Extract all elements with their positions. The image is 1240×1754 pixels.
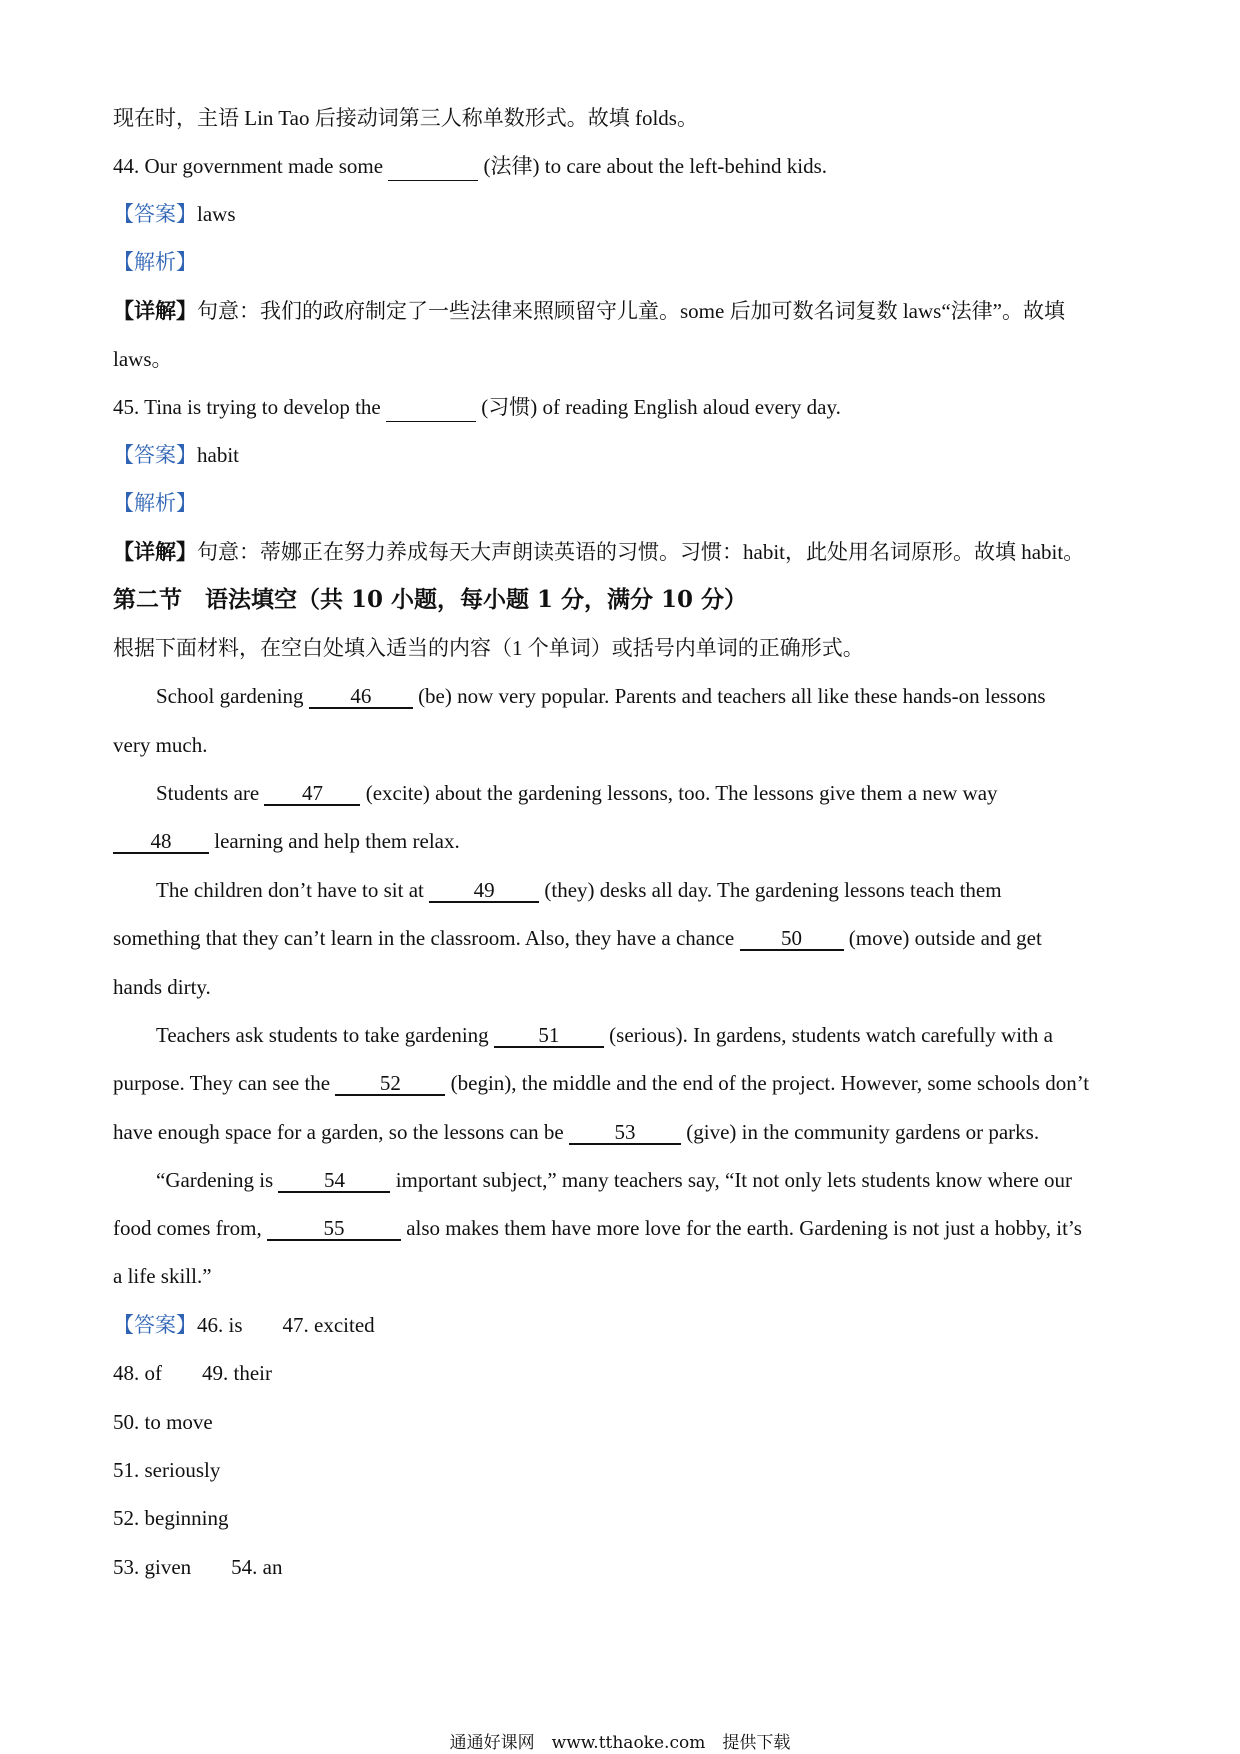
passage-line — [156, 876, 1002, 904]
passage-line — [156, 1021, 1053, 1049]
blank-53: 53 — [569, 1121, 681, 1145]
explanation-tag: 【详解】 — [113, 540, 197, 564]
blank-48: 48 — [113, 830, 209, 854]
passage-line: a life skill.” — [113, 1264, 212, 1288]
analysis-tag: 【解析】 — [113, 491, 197, 515]
explanation-tag: 【详解】 — [113, 299, 197, 323]
passage-text: (serious). In gardens, students watch carefully with a — [603, 1023, 1053, 1047]
passage-text: “Gardening is — [156, 1168, 279, 1192]
passage-text: also makes them have more love for the earth. Gardening is not just a hobby, it’s — [400, 1216, 1082, 1240]
blank-49: 49 — [429, 879, 539, 903]
text-line: laws。 — [113, 347, 173, 371]
passage-line — [156, 1166, 1072, 1194]
answer-53: 53. given — [113, 1555, 192, 1579]
answers-line — [113, 1359, 272, 1387]
answer-50: 50. to move — [113, 1410, 213, 1434]
passage-text: (move) outside and get — [843, 926, 1042, 950]
answer-tag: 【答案】 — [113, 443, 197, 467]
blank-55: 55 — [267, 1217, 401, 1241]
answer-54: 54. an — [231, 1555, 283, 1579]
answer-44 — [113, 200, 236, 228]
answer-51: 51. seriously — [113, 1458, 221, 1482]
passage-text: learning and help them relax. — [209, 829, 460, 853]
blank-47: 47 — [264, 782, 360, 806]
explanation-text: 句意：我们的政府制定了一些法律来照顾留守儿童。some 后加可数名词复数 laws“法律”。故填 — [197, 299, 1065, 323]
text-line: 现在时，主语 Lin Tao 后接动词第三人称单数形式。故填 folds。 — [113, 106, 698, 130]
analysis-tag: 【解析】 — [113, 250, 197, 274]
passage-line — [156, 682, 1046, 710]
passage-text: important subject,” many teachers say, “It not only lets students know where our — [390, 1168, 1073, 1192]
passage-text: (excite) about the gardening lessons, too. The lessons give them a new way — [360, 781, 998, 805]
passage-text: Students are — [156, 781, 265, 805]
passage-line — [113, 1069, 1089, 1097]
answer-48: 48. of — [113, 1361, 162, 1385]
passage-text: something that they can’t learn in the classroom. Also, they have a chance — [113, 926, 740, 950]
answer-49: 49. their — [202, 1361, 272, 1385]
answer-tag: 【答案】 — [113, 1313, 197, 1337]
answer-blank — [388, 152, 478, 181]
passage-text: (begin), the middle and the end of the project. However, some schools don’t — [445, 1071, 1090, 1095]
answer-value: habit — [197, 443, 239, 467]
passage-line — [156, 779, 998, 807]
explanation-45 — [113, 538, 1084, 566]
passage-text: (give) in the community gardens or parks. — [681, 1120, 1040, 1144]
passage-line — [113, 1214, 1082, 1242]
passage-text: (they) desks all day. The gardening lessons teach them — [539, 878, 1002, 902]
blank-52: 52 — [335, 1072, 445, 1096]
explanation-44 — [113, 297, 1065, 325]
answer-45 — [113, 441, 239, 469]
question-45-text-end: (习惯) of reading English aloud every day. — [476, 395, 841, 419]
passage-line: very much. — [113, 733, 208, 757]
question-45 — [113, 393, 841, 422]
answer-47: 47. excited — [282, 1313, 375, 1337]
blank-50: 50 — [740, 927, 844, 951]
explanation-text: 句意：蒂娜正在努力养成每天大声朗读英语的习惯。习惯：habit，此处用名词原形。故填 habit。 — [197, 540, 1085, 564]
blank-46: 46 — [309, 685, 413, 709]
answers-line — [113, 1553, 282, 1581]
question-44-text-end: (法律) to care about the left-behind kids. — [478, 154, 828, 178]
section-title: 第二节 语法填空（共 10 小题，每小题 1 分，满分 10 分） — [113, 586, 748, 613]
passage-line: hands dirty. — [113, 975, 211, 999]
passage-text: The children don’t have to sit at — [156, 878, 430, 902]
blank-54: 54 — [278, 1169, 390, 1193]
passage-line — [113, 1118, 1039, 1146]
instruction: 根据下面材料，在空白处填入适当的内容（1 个单词）或括号内单词的正确形式。 — [113, 636, 864, 660]
blank-51: 51 — [494, 1024, 604, 1048]
passage-line — [113, 924, 1042, 952]
answer-tag: 【答案】 — [113, 202, 197, 226]
passage-text: Teachers ask students to take gardening — [156, 1023, 494, 1047]
question-45-text: 45. Tina is trying to develop the — [113, 395, 386, 419]
passage-text: food comes from, — [113, 1216, 267, 1240]
question-44-text: 44. Our government made some — [113, 154, 389, 178]
question-44 — [113, 152, 827, 181]
page-footer: 通通好课网 www.tthaoke.com 提供下载 — [449, 1733, 791, 1753]
answer-blank — [386, 393, 476, 422]
answer-52: 52. beginning — [113, 1506, 229, 1530]
passage-text: (be) now very popular. Parents and teachers all like these hands-on lessons — [412, 684, 1046, 708]
passage-line — [113, 827, 460, 855]
passage-text: purpose. They can see the — [113, 1071, 336, 1095]
answer-46: 46. is — [197, 1313, 243, 1337]
passage-text: School gardening — [156, 684, 309, 708]
passage-text: have enough space for a garden, so the lessons can be — [113, 1120, 570, 1144]
answer-value: laws — [197, 202, 236, 226]
answers-line — [113, 1311, 375, 1339]
